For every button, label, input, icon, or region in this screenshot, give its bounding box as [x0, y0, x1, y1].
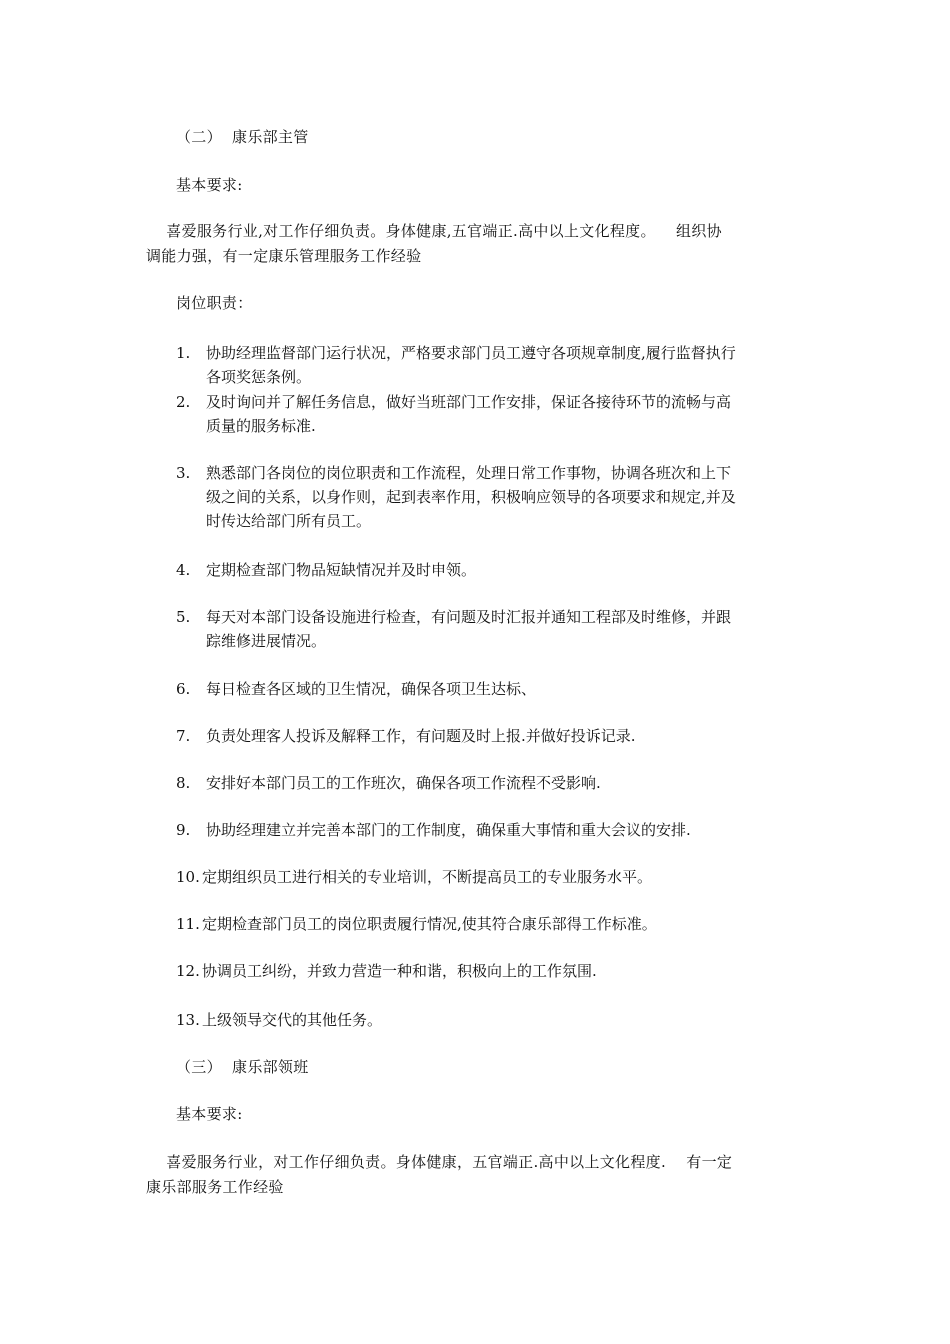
duty-item-line: 定期检查部门物品短缺情况并及时申领。	[206, 561, 477, 579]
requirements-line-2: 调能力强，有一定康乐管理服务工作经验	[146, 247, 422, 265]
duty-item-line: 每天对本部门设备设施进行检查，有问题及时汇报并通知工程部及时维修，并跟	[206, 608, 732, 626]
duty-item-line: 安排好本部门员工的工作班次，确保各项工作流程不受影响.	[206, 774, 601, 792]
duty-item-line: 协助经理监督部门运行状况，严格要求部门员工遵守各项规章制度,履行监督执行	[206, 344, 736, 362]
section-heading-team-leader: （三） 康乐部领班	[176, 1058, 309, 1076]
duty-item-line: 协助经理建立并完善本部门的工作制度，确保重大事情和重大会议的安排.	[206, 821, 691, 839]
duty-item-number: 13.	[176, 1011, 200, 1029]
duty-item-line: 负责处理客人投诉及解释工作，有问题及时上报.并做好投诉记录.	[206, 727, 636, 745]
duty-item-text	[206, 724, 816, 748]
duty-item-line: 每日检查各区域的卫生情况，确保各项卫生达标、	[206, 680, 537, 698]
duty-item-text	[206, 771, 816, 795]
duty-item-number: 11.	[176, 915, 200, 933]
duty-item-number: 7.	[176, 727, 191, 745]
requirements-line-2-section3: 康乐部服务工作经验	[146, 1178, 284, 1196]
duty-item-line: 协调员工纠纷，并致力营造一种和谐，积极向上的工作氛围.	[202, 962, 597, 980]
duty-item-number: 5.	[176, 608, 191, 626]
duty-item-number: 6.	[176, 680, 191, 698]
duty-item-number: 8.	[176, 774, 191, 792]
requirements-line-1-section3: 喜爱服务行业，对工作仔细负责。身体健康，五官端正.高中以上文化程度. 有一定	[146, 1153, 733, 1171]
duty-item-text	[206, 605, 816, 653]
duty-item-line: 踪维修进展情况。	[206, 632, 327, 650]
duty-item-text	[202, 959, 812, 983]
duty-item-text	[202, 912, 812, 936]
duty-item-text	[206, 461, 816, 533]
duty-item-line: 级之间的关系，以身作则，起到表率作用，积极响应领导的各项要求和规定,并及	[206, 488, 736, 506]
duty-item-number: 4.	[176, 561, 191, 579]
duty-item-text	[206, 341, 816, 389]
duty-item-text	[206, 818, 816, 842]
requirements-line-1: 喜爱服务行业,对工作仔细负责。身体健康,五官端正.高中以上文化程度。 组织协	[146, 222, 722, 240]
duty-item-text	[206, 677, 816, 701]
basic-requirements-label-2: 基本要求:	[176, 1105, 243, 1123]
duty-item-line: 定期检查部门员工的岗位职责履行情况,使其符合康乐部得工作标准。	[202, 915, 657, 933]
duty-item-number: 10.	[176, 868, 200, 886]
duty-item-number: 3.	[176, 464, 191, 482]
duty-item-text	[202, 865, 812, 889]
duty-item-line: 上级领导交代的其他任务。	[202, 1011, 383, 1029]
duty-item-text	[206, 390, 816, 438]
duty-item-line: 熟悉部门各岗位的岗位职责和工作流程，处理日常工作事物，协调各班次和上下	[206, 464, 732, 482]
duty-item-line: 时传达给部门所有员工。	[206, 512, 372, 530]
duty-item-number: 1.	[176, 344, 191, 362]
basic-requirements-label: 基本要求:	[176, 176, 243, 194]
duty-item-line: 各项奖惩条例。	[206, 368, 312, 386]
section-heading-supervisor: （二） 康乐部主管	[176, 128, 309, 146]
duty-item-number: 2.	[176, 393, 191, 411]
duty-item-text	[202, 1008, 812, 1032]
duty-item-line: 质量的服务标准.	[206, 417, 316, 435]
duty-item-number: 12.	[176, 962, 200, 980]
duty-item-text	[206, 558, 816, 582]
duty-item-line: 定期组织员工进行相关的专业培训，不断提高员工的专业服务水平。	[202, 868, 653, 886]
duty-item-number: 9.	[176, 821, 191, 839]
duty-item-line: 及时询问并了解任务信息，做好当班部门工作安排，保证各接待环节的流畅与高	[206, 393, 732, 411]
duties-label: 岗位职责：	[176, 294, 253, 312]
